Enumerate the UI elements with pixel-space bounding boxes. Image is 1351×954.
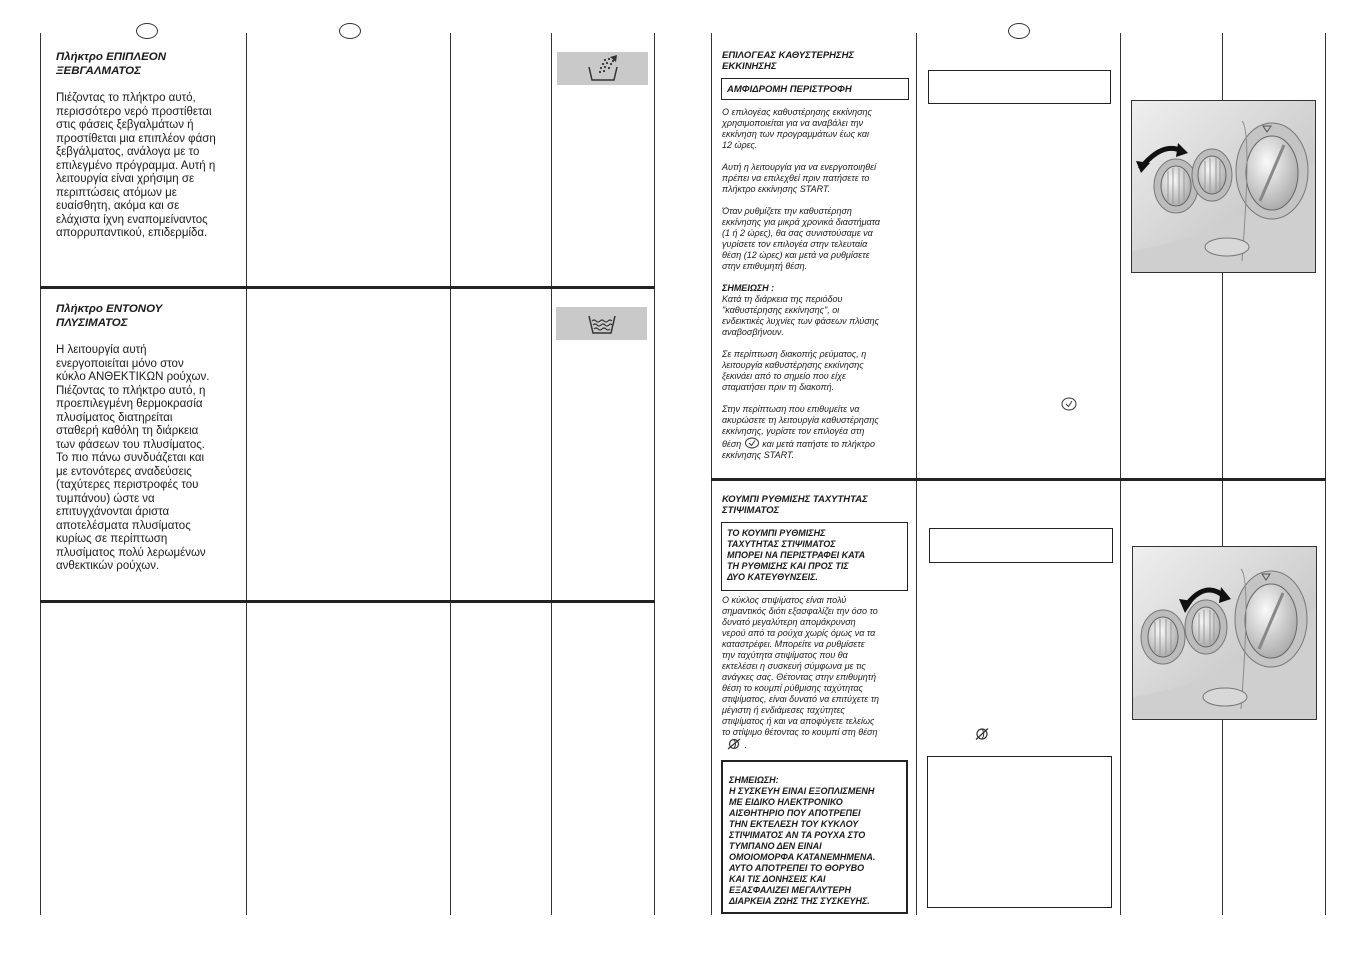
section-rule bbox=[711, 478, 1326, 481]
column-divider bbox=[1222, 33, 1223, 100]
no-spin-icon bbox=[974, 727, 990, 741]
spin-p1: Ο κύκλος στιψίματος είναι πολύ σημαντικός διότι εξασφαλίζει την όσο το δυνατό μεγαλύτερη απομάκρυνση νερού από τα ρούχα χωρίς όμως να τα καταστρέφει. Μπορείτε να ρυθμίσετε την ταχύτητα στιψίματος που θα εκτελέσει η συσκευή σύμφωνα με τις ανάγκες σας. Θέτοντας στην επιθυμητή θέση το κουμπί ρύθμισης ταχύτητας στιψίματος, είναι δυνατό να επιτύχετε τη μέγιστη ή ενδιάμεσες ταχύτητες στιψίματος ή και να αποφύγετε τελείως το στίψιμο θέτοντας το κουμπί στη θέση . bbox=[722, 595, 880, 750]
column-divider bbox=[551, 33, 552, 915]
clock-check-icon bbox=[1060, 397, 1078, 411]
extra-rinse-body: Πιέζοντας το πλήκτρο αυτό, περισσότερο νερό προστίθεται στις φάσεις ξεβγαλμάτων ή προστίθεται μια επιπλέον φάση ξεβγάλματος, ανάλογα με το επιλεγμένο πρόγραμμα. Αυτή η λειτουργία είναι χρήσιμη σε περιπτώσεις ατόμων με ευαίσθητη, ακόμα και σε ελάχιστα ίχνη εναπομείναντος απορρυπαντικού, επιδερμίδα. bbox=[56, 92, 216, 239]
column-divider bbox=[40, 33, 41, 915]
column-divider bbox=[1120, 33, 1121, 915]
spin-speed-text bbox=[722, 595, 914, 751]
section-rule bbox=[40, 600, 655, 603]
column-divider bbox=[1222, 272, 1223, 546]
column-divider bbox=[1325, 33, 1326, 915]
spin-knob-illustration bbox=[1133, 547, 1316, 719]
delay-p4: Σε περίπτωση διακοπής ρεύματος, η λειτουργία καθυστέρησης εκκίνησης ξεκινάει από το σημείο που είχε σταματήσει πριν τη διακοπή. bbox=[722, 349, 867, 392]
delay-p3: Όταν ρυθμίζετε την καθυστέρηση εκκίνησης για μικρά χρονικά διαστήματα (1 ή 2 ώρες), θα σας συνιστούσαμε να γυρίσετε τον επιλογέα στην τελευταία θέση (12 ώρες) και μετά να ρυθμίσετε στην επιθυμητή θέση. bbox=[722, 206, 881, 271]
spin-speed-section bbox=[722, 494, 914, 516]
control-panel-illustration bbox=[1131, 100, 1316, 273]
delay-note: Κατά τη διάρκεια της περιόδου "καθυστέρησης εκκίνησης", οι ενδεικτικές λυχνίες των φάσεων πλύσης αναβοσβήνουν. bbox=[722, 294, 880, 337]
delay-display-box bbox=[928, 70, 1111, 104]
column-divider bbox=[450, 33, 451, 915]
delay-start-section bbox=[722, 50, 914, 72]
section-rule bbox=[40, 286, 655, 289]
spin-display-box bbox=[929, 528, 1113, 563]
delay-note-title: ΣΗΜΕΙΩΣΗ : bbox=[722, 283, 775, 293]
intensive-wash-icon bbox=[584, 312, 620, 336]
intensive-wash-section bbox=[56, 302, 241, 574]
spin-note-box: ΣΗΜΕΙΩΣΗ: Η ΣΥΣΚΕΥΗ ΕΙΝΑΙ ΕΞΟΠΛΙΣΜΕΝΗ ΜΕ ΕΙΔΙΚΟ ΗΛΕΚΤΡΟΝΙΚΟ ΑΙΣΘΗΤΗΡΙΟ ΠΟΥ ΑΠΟΤΡΕΠΕΙ ΤΗΝ ΕΚΤΕΛΕΣΗ ΤΟΥ ΚΥΚΛΟΥ ΣΤΙΨΙΜΑΤΟΣ ΑΝ ΤΑ ΡΟΥΧΑ ΣΤΟ ΤΥΜΠΑΝΟ ΔΕΝ ΕΙΝΑΙ ΟΜΟΙΟΜΟΡΦΑ ΚΑΤΑΝΕΜΗΜΕΝΑ. ΑΥΤΟ ΑΠΟΤΡΕΠΕΙ ΤΟ ΘΟΡΥΒΟ ΚΑΙ ΤΙΣ ΔΟΝΗΣΕΙΣ ΚΑΙ ΕΞΑΣΦΑΛΙΖΕΙ ΜΕΓΑΛΥΤΕΡΗ ΔΙΑΡΚΕΙΑ ΖΩΗΣ ΤΗΣ ΣΥΣΚΕΥΗΣ. bbox=[721, 760, 908, 914]
column-divider bbox=[711, 33, 712, 915]
language-flag-circle bbox=[136, 23, 158, 39]
column-divider bbox=[654, 33, 655, 915]
delay-knob-illustration bbox=[1132, 101, 1315, 272]
delay-p5: Στην περίπτωση που επιθυμείτε να ακυρώσετε τη λειτουργία καθυστέρησης εκκίνησης, γυρίστε τον επιλογέα στη θέση και μετά πατήστε το πλήκτρο εκκίνησης START. bbox=[722, 404, 879, 460]
language-flag-circle bbox=[1008, 23, 1030, 39]
control-panel-illustration bbox=[1132, 546, 1317, 720]
delay-start-title: ΕΠΙΛΟΓΕΑΣ ΚΑΘΥΣΤΕΡΗΣΗΣ ΕΚΚΙΝΗΣΗΣ bbox=[722, 50, 855, 72]
extra-rinse-section bbox=[56, 50, 241, 241]
column-divider bbox=[916, 33, 917, 915]
delay-p2: Αυτή η λειτουργία για να ενεργοποιηθεί πρέπει να επιλεχθεί πριν πατήσετε το πλήκτρο εκκίνησης START. bbox=[722, 162, 877, 194]
spin-direction-box: ΤΟ ΚΟΥΜΠΙ ΡΥΘΜΙΣΗΣ ΤΑΧΥΤΗΤΑΣ ΣΤΙΨΙΜΑΤΟΣ ΜΠΟΡΕΙ ΝΑ ΠΕΡΙΣΤΡΑΦΕΙ ΚΑΤΑ ΤΗ ΡΥΘΜΙΣΗΣ ΚΑΙ ΠΡΟΣ ΤΙΣ ΔΥΟ ΚΑΤΕΥΘΥΝΣΕΙΣ. bbox=[721, 522, 908, 591]
intensive-wash-button[interactable] bbox=[556, 307, 647, 340]
spin-speed-title: ΚΟΥΜΠΙ ΡΥΘΜΙΣΗΣ ΤΑΧΥΤΗΤΑΣ ΣΤΙΨΙΜΑΤΟΣ bbox=[722, 494, 868, 516]
intensive-wash-title: Πλήκτρο ΕΝΤΟΝΟΥ ΠΛΥΣΙΜΑΤΟΣ bbox=[56, 303, 163, 329]
language-flag-circle bbox=[339, 23, 361, 39]
delay-start-text bbox=[722, 107, 914, 461]
intensive-wash-body: Η λειτουργία αυτή ενεργοποιείται μόνο στον κύκλο ΑΝΘΕΚΤΙΚΩΝ ρούχων. Πιέζοντας το πλήκτρο αυτό, η προεπιλεγμένη θερμοκρασία πλυσίματος διατηρείται σταθερή καθόλη τη διάρκεια των φάσεων του πλυσίματος. Το πιο πάνω συνδυάζεται και με εντονότερες αναδεύσεις (ταχύτερες περιστροφές του τυμπάνου) ώστε να επιτυγχάνονται άριστα αποτελέσματα πλυσίματος κυρίως σε περίπτωση πλυσίματος πολύ λερωμένων ανθεκτικών ρούχων. bbox=[56, 344, 210, 572]
column-divider bbox=[246, 33, 247, 915]
extra-rinse-button[interactable] bbox=[557, 52, 648, 85]
clock-check-icon bbox=[744, 437, 760, 449]
delay-p1: Ο επιλογέας καθυστέρησης εκκίνησης χρησιμοποιείται για να αναβάλει την εκκίνηση των προγραμμάτων έως και 12 ώρες. bbox=[722, 107, 872, 150]
no-spin-icon bbox=[726, 738, 742, 750]
spin-info-box bbox=[927, 756, 1112, 908]
bidirectional-box: ΑΜΦΙΔΡΟΜΗ ΠΕΡΙΣΤΡΟΦΗ bbox=[721, 78, 909, 100]
extra-rinse-title: Πλήκτρο ΕΠΙΠΛΕΟΝ ΞΕΒΓΑΛΜΑΤΟΣ bbox=[56, 51, 167, 77]
extra-rinse-icon bbox=[583, 55, 623, 83]
column-divider bbox=[1222, 720, 1223, 915]
